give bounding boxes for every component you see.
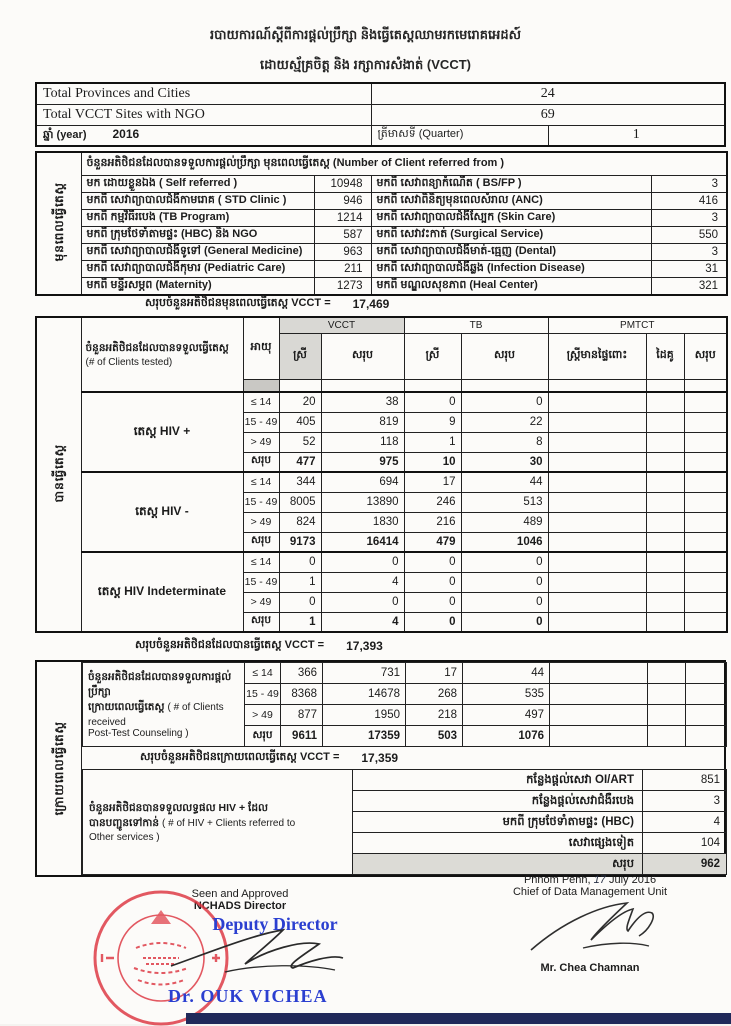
empty-cell	[684, 552, 727, 572]
certifier-name: Mr. Chea Chamnan	[540, 962, 640, 974]
age-cell: ≤ 14	[243, 552, 279, 572]
scan-edge-bar	[186, 1013, 731, 1024]
value-cell: 20	[279, 392, 321, 412]
value-cell: 477	[279, 452, 321, 472]
approver-name: Dr. OUK VICHEA	[168, 986, 328, 1006]
value-cell: 216	[404, 512, 461, 532]
value-cell: 10	[404, 452, 461, 472]
table-row	[36, 152, 727, 175]
place-text: Phnom Penh,	[523, 874, 591, 886]
value-cell: 1076	[463, 726, 550, 747]
quarter-value: 1	[548, 125, 725, 146]
age-cell: > 49	[245, 705, 281, 726]
empty-cell	[548, 412, 646, 432]
subheader-cell: ស្រី	[404, 333, 461, 379]
empty-cell	[686, 705, 727, 726]
value-cell: 30	[461, 452, 548, 472]
label-cell: មកពី សេវាពន្យាកំណើត ( BS/FP )	[371, 175, 651, 192]
value-cell: 3	[643, 791, 727, 812]
empty-cell	[646, 572, 684, 592]
value-cell: 211	[314, 260, 371, 277]
service-cell: សរុប	[353, 854, 643, 875]
total-label: សរុបចំនួនអតិថិជនក្រោយពេលធ្វើតេស្ត VCCT =	[140, 751, 340, 763]
empty-cell	[686, 663, 727, 684]
value-cell: 3	[651, 209, 727, 226]
empty-cell	[684, 472, 727, 492]
value-cell: 3	[651, 243, 727, 260]
subheader-cell: សរុប	[461, 333, 548, 379]
posttest-section	[35, 660, 726, 877]
value-cell: 479	[404, 532, 461, 552]
value-cell: 1	[279, 572, 321, 592]
empty-cell	[686, 684, 727, 705]
value-cell: 0	[461, 552, 548, 572]
value-cell: 975	[321, 452, 404, 472]
empty-cell	[684, 412, 727, 432]
value-cell: 0	[404, 612, 461, 632]
referral-label-khmer2: បានបញ្ជូនទៅកាន់	[89, 816, 159, 829]
value-cell: 535	[463, 684, 550, 705]
table-row	[36, 209, 727, 226]
age-cell: > 49	[243, 592, 279, 612]
service-cell: កន្លែងផ្តល់សេវាជំងឺរបេង	[353, 791, 643, 812]
empty-cell	[548, 392, 646, 412]
empty-cell	[684, 612, 727, 632]
table-row	[36, 552, 727, 572]
posttest-row-header	[83, 663, 245, 747]
table-row	[36, 317, 727, 333]
value-cell: 8005	[279, 492, 321, 512]
empty-cell	[648, 705, 686, 726]
label-cell: មកពី សេវាព្យាបាលជំងឺស្បែក (Skin Care)	[371, 209, 651, 226]
value-cell: 824	[279, 512, 321, 532]
value-cell: 503	[406, 726, 463, 747]
certifier-title: Chief of Data Management Unit	[512, 886, 668, 898]
tested-table	[35, 316, 728, 633]
value-cell: 0	[404, 552, 461, 572]
value-cell: 405	[279, 412, 321, 432]
right-signature	[525, 898, 665, 960]
label-cell: មកពី សេវាវះកាត់ (Surgical Service)	[371, 226, 651, 243]
strip-label-tested: បានធ្វើតេស្ត	[51, 443, 66, 503]
label-cell: មកពី សេវាព្យាបាលជំងឺទូទៅ (General Medicine)	[81, 243, 314, 260]
value-cell: 268	[406, 684, 463, 705]
age-column-header: អាយុ	[243, 317, 279, 379]
age-cell: សរុប	[245, 726, 281, 747]
table-row	[36, 260, 727, 277]
empty-cell	[321, 379, 404, 392]
value-cell: 0	[461, 612, 548, 632]
empty-cell	[646, 492, 684, 512]
table-row	[36, 83, 725, 104]
value-cell: 22	[461, 412, 548, 432]
value-cell: 0	[461, 392, 548, 412]
value-cell: 0	[321, 552, 404, 572]
year-value: 2016	[112, 126, 140, 141]
posttest-content	[82, 662, 726, 875]
value-cell: 946	[314, 192, 371, 209]
value-cell: 1	[279, 612, 321, 632]
seen-approved-text: Seen and Approved	[191, 888, 289, 900]
age-cell: សរុប	[243, 612, 279, 632]
empty-cell	[646, 379, 684, 392]
group-header-vcct: VCCT	[279, 317, 404, 333]
value-cell: 0	[279, 592, 321, 612]
total-label: សរុបចំនួនអតិថិជនមុនពេលធ្វើតេស្ត VCCT =	[145, 297, 331, 309]
value-cell: 44	[461, 472, 548, 492]
value-cell: 8	[461, 432, 548, 452]
empty-cell	[646, 532, 684, 552]
subheader-cell: សរុប	[684, 333, 727, 379]
empty-cell	[548, 432, 646, 452]
date-text: July 2016	[608, 874, 657, 886]
section-strip	[36, 317, 81, 632]
table-row	[36, 104, 725, 125]
value-cell: 9611	[281, 726, 323, 747]
empty-cell	[646, 472, 684, 492]
value-cell: 16414	[321, 532, 404, 552]
table-row	[83, 770, 727, 791]
value-cell: 4	[643, 812, 727, 833]
value-cell: 4	[321, 572, 404, 592]
label-cell: មក ដោយខ្លួនឯង ( Self referred )	[81, 175, 314, 192]
empty-cell	[646, 432, 684, 452]
age-cell: 15 - 49	[243, 572, 279, 592]
value-cell: 14678	[323, 684, 406, 705]
referral-row-header	[83, 770, 353, 875]
posttest-total-line	[82, 747, 726, 769]
group-header-tb: TB	[404, 317, 548, 333]
table-row	[36, 392, 727, 412]
tested-header-english: (# of Clients tested)	[85, 356, 173, 368]
value-cell: 246	[404, 492, 461, 512]
empty-cell	[404, 379, 461, 392]
value-cell: 17359	[323, 726, 406, 747]
total-value: 17,393	[346, 639, 383, 653]
empty-cell	[550, 684, 648, 705]
table-row	[36, 175, 727, 192]
empty-cell	[548, 552, 646, 572]
empty-cell	[684, 532, 727, 552]
table-row	[36, 226, 727, 243]
value-cell: 9	[404, 412, 461, 432]
referral-label-khmer: ចំនួនអតិថិជនបានទទួលលទ្ធផល HIV + ដែល	[89, 801, 269, 814]
empty-cell	[548, 512, 646, 532]
quarter-label: ត្រីមាសទី (Quarter)	[371, 125, 548, 146]
service-cell: កន្លែងផ្តល់សេវា OI/ART	[353, 770, 643, 791]
empty-cell	[684, 432, 727, 452]
empty-cell	[548, 592, 646, 612]
value-cell: 8368	[281, 684, 323, 705]
group-name-hiv-positive: តេស្ត HIV +	[81, 392, 243, 472]
empty-cell	[550, 705, 648, 726]
table-row	[36, 192, 727, 209]
subheader-cell: ស្រី	[279, 333, 321, 379]
empty-cell	[548, 492, 646, 512]
value-cell: 118	[321, 432, 404, 452]
empty-cell	[648, 684, 686, 705]
value-cell: 104	[643, 833, 727, 854]
value-cell: 819	[321, 412, 404, 432]
label-cell: មកពី សេវាព្យាបាលជំងឺមាត់-ធ្មេញ (Dental)	[371, 243, 651, 260]
value-cell: 877	[281, 705, 323, 726]
value-cell: 1830	[321, 512, 404, 532]
table-row	[83, 663, 727, 684]
label-cell: មកពី សេវាពិនិត្យមុនពេលសំរាល (ANC)	[371, 192, 651, 209]
value-cell: 366	[281, 663, 323, 684]
value-cell: 344	[279, 472, 321, 492]
referral-label-english2: Other services )	[89, 831, 160, 843]
empty-cell	[548, 472, 646, 492]
empty-cell	[684, 392, 727, 412]
year-label: ឆ្នាំ (year)	[43, 128, 87, 141]
value-cell: 13890	[321, 492, 404, 512]
referral-label-english: ( # of HIV + Clients referred to	[162, 817, 296, 829]
posttest-label-english: ( # of Clients received	[88, 701, 224, 728]
empty-cell	[548, 379, 646, 392]
posttest-label-khmer2: ក្រោយពេលធ្វើតេស្ត	[88, 700, 165, 713]
empty-cell	[646, 552, 684, 572]
posttest-label-khmer: ចំនួនអតិថិជនដែលបានទទួលការផ្តល់ប្រឹក្សា	[88, 670, 232, 698]
posttest-label-english2: Post-Test Counseling )	[88, 727, 189, 739]
handwritten-day: 17	[593, 874, 606, 886]
value-cell: 416	[651, 192, 727, 209]
value-cell: 52	[279, 432, 321, 452]
value-cell: 962	[643, 854, 727, 875]
value-cell: 1950	[323, 705, 406, 726]
referral-table	[82, 769, 727, 875]
certifier-block	[480, 874, 700, 898]
empty-cell	[279, 379, 321, 392]
referred-header: ចំនួនអតិថិជនដែលបានទទួលការផ្តល់ប្រឹក្សា មុនពេលធ្វើតេស្ត (Number of Client referred from )	[81, 152, 727, 175]
value-cell: 17	[404, 472, 461, 492]
section-strip	[37, 662, 82, 875]
summary-label: Total Provinces and Cities	[36, 83, 371, 104]
age-cell: 15 - 49	[243, 492, 279, 512]
group-name-hiv-indeterminate: តេស្ត HIV Indeterminate	[81, 552, 243, 632]
value-cell: 550	[651, 226, 727, 243]
empty-cell	[550, 663, 648, 684]
empty-cell	[684, 379, 727, 392]
strip-label-pretest: មុនពេលធ្វើតេស្ត	[51, 182, 66, 262]
total-value: 17,469	[352, 297, 390, 311]
value-cell: 0	[461, 592, 548, 612]
value-cell: 9173	[279, 532, 321, 552]
empty-cell	[648, 726, 686, 747]
age-cell: ≤ 14	[243, 472, 279, 492]
label-cell: មកពី សេវាព្យាបាលជំងឺកាមរោគ ( STD Clinic )	[81, 192, 314, 209]
empty-cell	[684, 572, 727, 592]
year-cell	[36, 125, 371, 146]
tested-header-khmer: ចំនួនអតិថិជនដែលបានទទួលធ្វើតេស្ត	[85, 341, 229, 354]
empty-cell	[686, 726, 727, 747]
empty-cell	[646, 512, 684, 532]
value-cell: 3	[651, 175, 727, 192]
table-row	[36, 125, 725, 146]
section-strip	[36, 152, 81, 295]
empty-cell	[646, 452, 684, 472]
empty-cell	[684, 452, 727, 472]
value-cell: 497	[463, 705, 550, 726]
age-cell: 15 - 49	[245, 684, 281, 705]
value-cell: 0	[321, 592, 404, 612]
tested-row-header	[81, 317, 243, 392]
table-row	[36, 472, 727, 492]
referred-from-table	[35, 151, 728, 296]
table-row	[36, 243, 727, 260]
age-cell: ≤ 14	[245, 663, 281, 684]
empty-cell	[548, 532, 646, 552]
value-cell: 963	[314, 243, 371, 260]
label-cell: មកពី មន្ទីរសម្ភព (Maternity)	[81, 277, 314, 295]
subheader-cell: ស្ត្រីមានផ្ទៃពោះ	[548, 333, 646, 379]
nchads-director-text: NCHADS Director	[193, 900, 287, 912]
place-date-line	[480, 874, 700, 886]
pretest-total-line	[35, 296, 726, 312]
label-cell: មកពី កម្មវិធីរបេង (TB Program)	[81, 209, 314, 226]
value-cell: 0	[461, 572, 548, 592]
value-cell: 0	[404, 592, 461, 612]
value-cell: 38	[321, 392, 404, 412]
empty-cell	[550, 726, 648, 747]
value-cell: 218	[406, 705, 463, 726]
value-cell: 1214	[314, 209, 371, 226]
value-cell: 10948	[314, 175, 371, 192]
age-cell: > 49	[243, 512, 279, 532]
summary-label: Total VCCT Sites with NGO	[36, 104, 371, 125]
label-cell: មកពី សេវាព្យាបាលជំងឺឆ្លង (Infection Disease)	[371, 260, 651, 277]
value-cell: 489	[461, 512, 548, 532]
value-cell: 31	[651, 260, 727, 277]
value-cell: 44	[463, 663, 550, 684]
value-cell: 0	[404, 392, 461, 412]
label-cell: មកពី សេវាព្យាបាលជំងឺកុមារ (Pediatric Care)	[81, 260, 314, 277]
strip-label-posttest: ក្រោយពេលធ្វើតេស្ត	[52, 721, 66, 816]
table-row	[36, 277, 727, 295]
value-cell: 17	[406, 663, 463, 684]
service-cell: សេវាផ្សេងទៀត	[353, 833, 643, 854]
subheader-cell: សរុប	[321, 333, 404, 379]
value-cell: 0	[404, 572, 461, 592]
empty-cell	[646, 592, 684, 612]
value-cell: 1273	[314, 277, 371, 295]
summary-table	[35, 82, 726, 147]
left-signature	[165, 920, 365, 990]
empty-cell	[684, 492, 727, 512]
summary-value: 69	[371, 104, 725, 125]
empty-cell	[243, 379, 279, 392]
value-cell: 694	[321, 472, 404, 492]
group-name-hiv-negative: តេស្ត HIV -	[81, 472, 243, 552]
age-cell: សរុប	[243, 452, 279, 472]
value-cell: 513	[461, 492, 548, 512]
age-cell: ≤ 14	[243, 392, 279, 412]
empty-cell	[684, 592, 727, 612]
empty-cell	[646, 412, 684, 432]
total-label: សរុបចំនួនអតិថិជនដែលបានធ្វើតេស្ត VCCT =	[135, 639, 325, 651]
age-cell: សរុប	[243, 532, 279, 552]
value-cell: 321	[651, 277, 727, 295]
service-cell: មកពី ក្រុមថែទាំតាមផ្ទះ (HBC)	[353, 812, 643, 833]
empty-cell	[548, 572, 646, 592]
age-cell: > 49	[243, 432, 279, 452]
value-cell: 1	[404, 432, 461, 452]
tested-total-line	[35, 638, 726, 654]
label-cell: មកពី មណ្ឌលសុខភាព (Heal Center)	[371, 277, 651, 295]
posttest-table	[82, 662, 727, 747]
empty-cell	[548, 452, 646, 472]
label-cell: មកពី ក្រុមថែទាំតាមផ្ទះ (HBC) និង NGO	[81, 226, 314, 243]
empty-cell	[646, 612, 684, 632]
value-cell: 1046	[461, 532, 548, 552]
summary-value: 24	[371, 83, 725, 104]
report-title-khmer: របាយការណ៍ស្តីពីការផ្តល់ប្រឹក្សា និងធ្វើតេស្តឈាមរកមេរោគអេដស៍	[209, 27, 522, 42]
empty-cell	[548, 612, 646, 632]
empty-cell	[646, 392, 684, 412]
subheader-cell: ដៃគូ	[646, 333, 684, 379]
value-cell: 587	[314, 226, 371, 243]
empty-cell	[684, 512, 727, 532]
value-cell: 731	[323, 663, 406, 684]
report-subtitle-vcct: ដោយស្ម័គ្រចិត្ត និង រក្សាការសំងាត់ (VCCT)	[260, 57, 471, 72]
total-value: 17,359	[361, 751, 399, 765]
deputy-director-text: Deputy Director	[212, 914, 338, 934]
age-cell: 15 - 49	[243, 412, 279, 432]
group-header-pmtct: PMTCT	[548, 317, 727, 333]
value-cell: 0	[279, 552, 321, 572]
value-cell: 851	[643, 770, 727, 791]
empty-cell	[461, 379, 548, 392]
empty-cell	[648, 663, 686, 684]
value-cell: 4	[321, 612, 404, 632]
